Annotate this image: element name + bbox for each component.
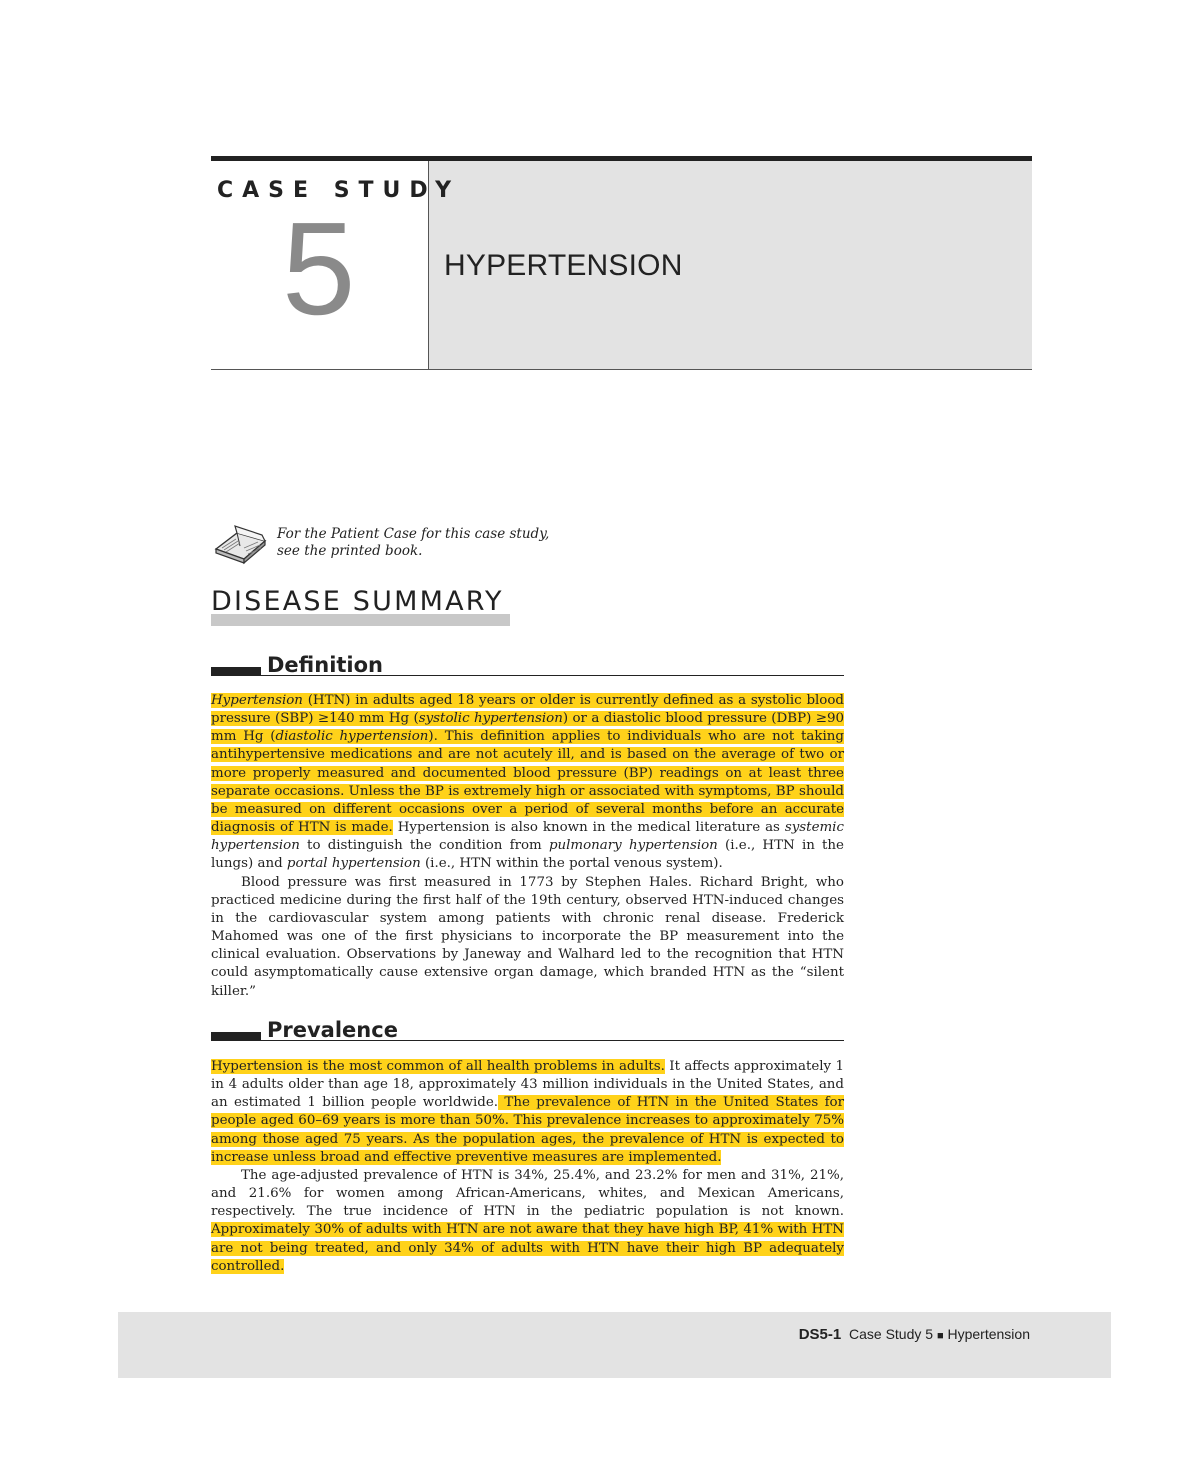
page-number: DS5-1 — [798, 1326, 842, 1343]
term-hypertension: Hypertension — [211, 693, 303, 708]
patient-case-note-line1: For the Patient Case for this case study, — [277, 526, 550, 542]
definition-paragraph-2: Blood pressure was first measured in 1773 by Stephen Hales. Richard Bright, who practiced medicine during the first half of the 19th century, observed HTN-induced changes in the cardiovascular system among patients with chronic renal disease. Frederick Mahomed was one of the first physicians to incorporate the BP measurement into the clinical evaluation. Observations by Janeway and Walhard led to the recognition that HTN could asymptomatically cause extensive organ damage, which branded HTN as the “silent killer.” — [211, 874, 844, 999]
prevalence-paragraph-1 — [211, 1058, 844, 1167]
chapter-title: HYPERTENSION — [444, 249, 683, 282]
square-separator-icon: ■ — [936, 1330, 944, 1342]
prevalence-paragraph-2 — [211, 1167, 844, 1276]
definition-heading: Definition — [267, 653, 384, 677]
definition-text: ) or a diastolic blood pressure (DBP) ≥90 mm Hg ( — [211, 711, 845, 745]
disease-summary-heading: DISEASE SUMMARY — [211, 586, 504, 617]
definition-text: (i.e., HTN within the portal venous system). — [420, 856, 723, 872]
definition-text: to distinguish the condition from — [299, 838, 549, 854]
term-pulmonary-hypertension: pulmonary hypertension — [548, 838, 718, 854]
term-portal-hypertension: portal hypertension — [286, 856, 421, 872]
term-diastolic-hypertension: diastolic hypertension — [275, 729, 429, 745]
definition-highlight — [211, 693, 844, 835]
page-footer — [118, 1312, 1111, 1378]
case-number: 5 — [282, 195, 356, 342]
prevalence-highlight: Hypertension is the most common of all health problems in adults. — [211, 1059, 665, 1074]
definition-body — [211, 692, 844, 1001]
header-bottom-rule — [211, 369, 1032, 370]
running-title: Case Study 5 — [849, 1326, 934, 1342]
prevalence-heading: Prevalence — [267, 1018, 398, 1042]
term-systolic-hypertension: systolic hypertension — [418, 711, 563, 727]
prevalence-body — [211, 1058, 844, 1276]
patient-case-note-line2: see the printed book. — [277, 543, 423, 559]
prevalence-text: It affects approximately 1 in 4 adults older than age 18, approximately 43 million individuals in the United States, and an estimated 1 billion people worldwide. — [211, 1059, 844, 1111]
prevalence-text: The age-adjusted prevalence of HTN is 34%, 25.4%, and 23.2% for men and 31%, 21%, and 21.6% for women among African-Americans, whites, and Mexican Americans, respectively. The true incidence of HTN in the pediatric population is not known. — [211, 1167, 844, 1220]
definition-paragraph-1 — [211, 692, 844, 874]
definition-text: ). This definition applies to individuals who are not taking antihypertensive medications and are not acutely ill, and is based on the average of two or more properly measured and documented blood pressure (BP) readings on at least three separate occasions. Unless the BP is extremely high or associated with symptoms, BP should be measured on different occasions over a period of several months before an accurate diagnosis of HTN is made. — [211, 729, 845, 836]
book-icon — [213, 519, 269, 565]
prevalence-highlight: The prevalence of HTN in the United States for people aged 60–69 years is more than 50%. This prevalence increases to approximately 75% among those aged 75 years. As the population ages, the prevalence of HTN is expected to increase unless broad and effective preventive measures are implemented. — [211, 1095, 845, 1165]
definition-text: Hypertension is also known in the medical literature as — [392, 820, 785, 836]
definition-text: (i.e., HTN in the lungs) and — [211, 838, 844, 872]
case-study-label: CASE STUDY — [217, 178, 461, 203]
running-topic: Hypertension — [947, 1326, 1030, 1342]
definition-text: (HTN) in adults aged 18 years or older is currently defined as a systolic blood pressure (SBP) ≥140 mm Hg ( — [211, 693, 844, 727]
footer-running-head — [799, 1326, 1030, 1343]
prevalence-highlight: Approximately 30% of adults with HTN are not aware that they have high BP, 41% with HTN are not being treated, and only 34% of adults with HTN have their high BP adequately controlled. — [211, 1222, 844, 1274]
patient-case-note — [277, 526, 549, 560]
term-systemic-hypertension: systemic hypertension — [211, 820, 844, 854]
